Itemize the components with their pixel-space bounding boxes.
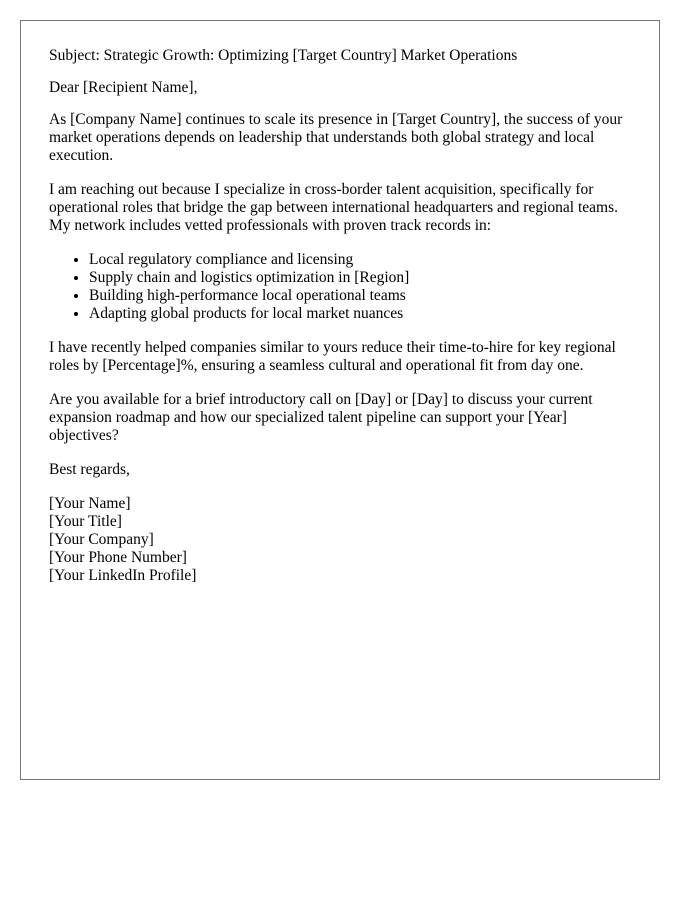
body-paragraph: I have recently helped companies similar to yours reduce their time-to-hire for key regional roles by [Percentage]%, ensuring a seamless cultural and operational fit from day one. — [49, 339, 616, 374]
list-item: • Building high-performance local operational teams — [89, 287, 631, 305]
signature-company: [Your Company] — [49, 531, 154, 548]
signature-phone: [Your Phone Number] — [49, 549, 187, 566]
track-record-list — [49, 251, 631, 323]
signature-name: [Your Name] — [49, 495, 131, 512]
signature-title: [Your Title] — [49, 513, 122, 530]
list-item: • Adapting global products for local market nuances — [89, 305, 631, 323]
body-paragraph: Are you available for a brief introductory call on [Day] or [Day] to discuss your current expansion roadmap and how our specialized talent pipeline can support your [Year] objectives? — [49, 391, 593, 444]
list-item: • Supply chain and logistics optimization in [Region] — [89, 269, 631, 287]
letter-salutation: Dear [Recipient Name], — [49, 79, 198, 96]
letter-subject: Subject: Strategic Growth: Optimizing [Target Country] Market Operations — [49, 47, 518, 64]
list-item: • Local regulatory compliance and licensing — [89, 251, 631, 269]
signature-linkedin: [Your LinkedIn Profile] — [49, 567, 197, 584]
body-paragraph: I am reaching out because I specialize in cross-border talent acquisition, specifically for operational roles that bridge the gap between international headquarters and regional teams. My network includes vetted professionals with proven track records in: — [49, 181, 618, 234]
letter-closing: Best regards, — [49, 461, 130, 478]
signature-block — [49, 495, 631, 585]
body-paragraph: As [Company Name] continues to scale its presence in [Target Country], the success of your market operations depends on leadership that understands both global strategy and local execution. — [49, 111, 623, 164]
letter-page — [20, 20, 660, 780]
